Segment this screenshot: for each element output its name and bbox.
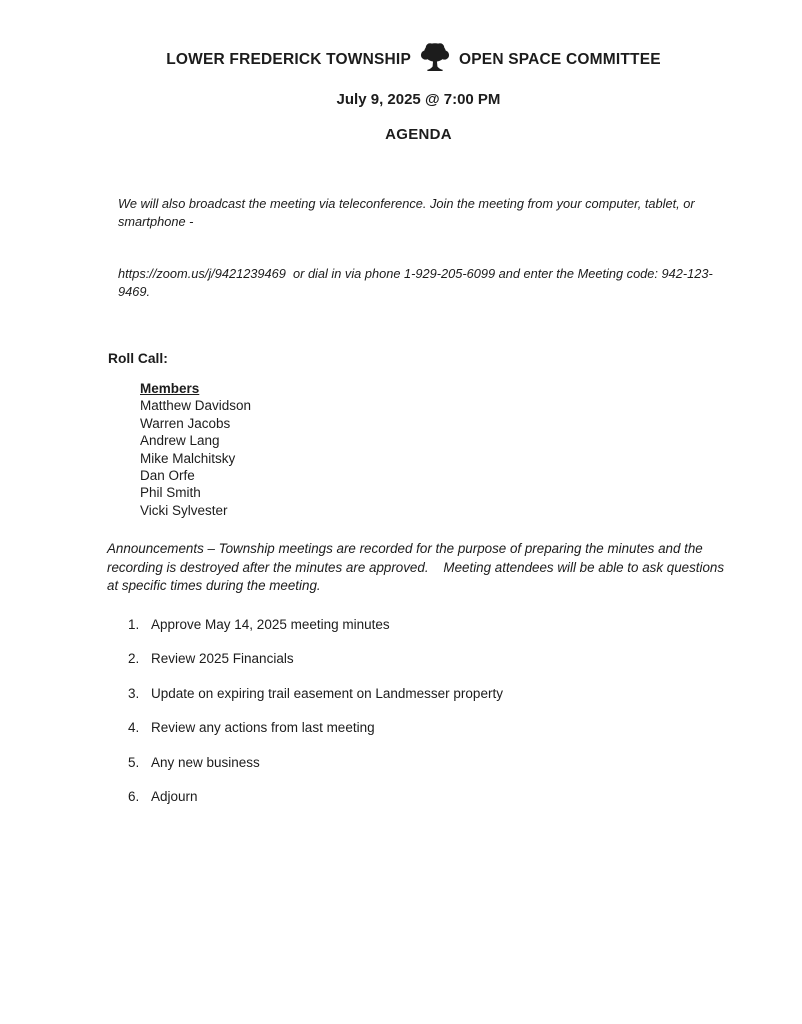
agenda-heading: AGENDA — [385, 126, 452, 143]
agenda-item: 4. Review any actions from last meeting — [143, 719, 730, 736]
tree-icon — [420, 42, 450, 73]
meeting-datetime: July 9, 2025 @ 7:00 PM — [336, 91, 501, 108]
title-left-text: LOWER FREDERICK TOWNSHIP — [166, 50, 411, 68]
member-name: Phil Smith — [140, 485, 201, 501]
member-name: Mike Malchitsky — [140, 450, 236, 466]
announcements-paragraph: Announcements – Township meetings are recorded for the purpose of preparing the minutes and the recording is destroyed after the minutes are approved. Meeting attendees will be able to ask questions at specific times during the meeting. — [107, 541, 728, 594]
teleconference-line-2: https://zoom.us/j/9421239469 or dial in via phone 1-929-205-6099 and enter the Meeting code: 942-123-9469. — [118, 266, 713, 299]
member-name: Dan Orfe — [140, 468, 195, 484]
members-list — [140, 380, 730, 519]
roll-call-label: Roll Call: — [108, 351, 168, 366]
member-name: Andrew Lang — [140, 433, 220, 449]
member-name: Vicki Sylvester — [140, 502, 228, 518]
member-name: Warren Jacobs — [140, 415, 231, 431]
document-title — [87, 44, 740, 75]
agenda-item: 5. Any new business — [143, 754, 730, 771]
member-name: Matthew Davidson — [140, 398, 252, 414]
agenda-item: 1. Approve May 14, 2025 meeting minutes — [143, 616, 730, 633]
agenda-item: 3. Update on expiring trail easement on Landmesser property — [143, 685, 730, 702]
teleconference-line-1: We will also broadcast the meeting via teleconference. Join the meeting from your computer, tablet, or smartphone - — [118, 196, 699, 229]
teleconference-note — [118, 160, 730, 335]
members-heading: Members — [140, 381, 200, 396]
agenda-item: 2. Review 2025 Financials — [143, 650, 730, 667]
document-header — [107, 44, 730, 143]
agenda-item: 6. Adjourn — [143, 788, 730, 805]
title-right-text: OPEN SPACE COMMITTEE — [458, 50, 661, 68]
agenda-items-list — [121, 616, 730, 806]
